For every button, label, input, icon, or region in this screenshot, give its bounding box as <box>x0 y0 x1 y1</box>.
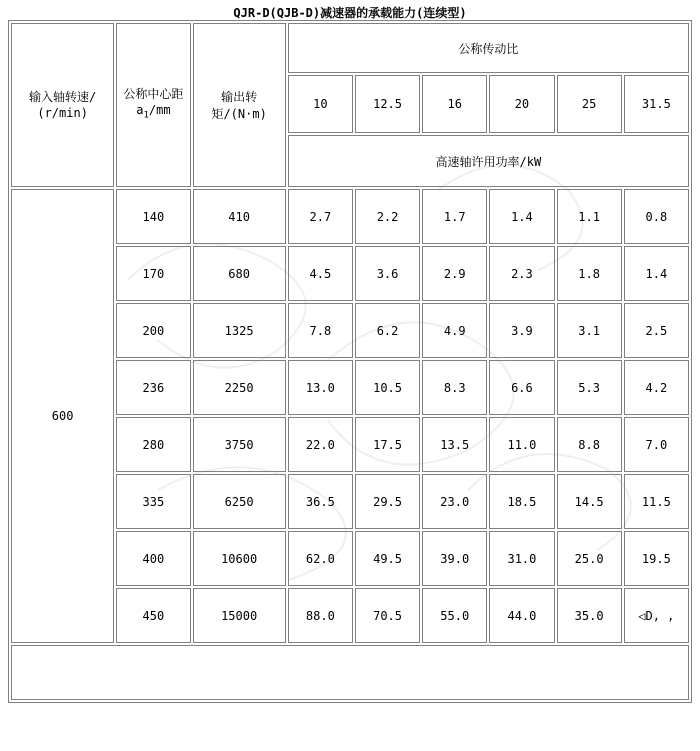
torque-cell: 680 <box>193 246 286 301</box>
power-cell: 35.0 <box>557 588 622 643</box>
power-cell: 4.9 <box>422 303 487 358</box>
header-center-distance-line1: 公称中心距 <box>123 87 184 102</box>
power-cell: 11.0 <box>489 417 554 472</box>
power-cell: 88.0 <box>288 588 353 643</box>
power-cell: 6.6 <box>489 360 554 415</box>
table-row <box>11 645 689 700</box>
header-center-distance <box>116 23 190 187</box>
power-cell: 36.5 <box>288 474 353 529</box>
power-cell: 49.5 <box>355 531 420 586</box>
torque-cell: 1325 <box>193 303 286 358</box>
torque-cell: 6250 <box>193 474 286 529</box>
power-cell: 2.9 <box>422 246 487 301</box>
power-cell: 55.0 <box>422 588 487 643</box>
empty-row-cell <box>11 645 689 700</box>
power-cell: 8.3 <box>422 360 487 415</box>
center-distance-cell: 400 <box>116 531 190 586</box>
center-distance-cell: 335 <box>116 474 190 529</box>
power-cell: 23.0 <box>422 474 487 529</box>
power-cell: 5.3 <box>557 360 622 415</box>
center-distance-cell: 450 <box>116 588 190 643</box>
power-cell: 2.7 <box>288 189 353 244</box>
power-cell: 1.7 <box>422 189 487 244</box>
power-cell: 8.8 <box>557 417 622 472</box>
power-cell: 0.8 <box>624 189 689 244</box>
power-cell: 3.9 <box>489 303 554 358</box>
input-speed-value-cell: 600 <box>11 189 114 643</box>
header-ratio-value: 20 <box>489 75 554 133</box>
power-cell: 1.4 <box>489 189 554 244</box>
power-cell: 2.5 <box>624 303 689 358</box>
torque-cell: 2250 <box>193 360 286 415</box>
power-cell: 17.5 <box>355 417 420 472</box>
power-cell: 7.8 <box>288 303 353 358</box>
power-cell: 18.5 <box>489 474 554 529</box>
power-cell: 1.1 <box>557 189 622 244</box>
header-ratio-value: 25 <box>557 75 622 133</box>
power-cell: 7.0 <box>624 417 689 472</box>
power-cell: 44.0 <box>489 588 554 643</box>
header-ratio-value: 12.5 <box>355 75 420 133</box>
capacity-table <box>8 20 692 703</box>
power-cell: 1.8 <box>557 246 622 301</box>
power-cell: 1.4 <box>624 246 689 301</box>
center-distance-cell: 200 <box>116 303 190 358</box>
header-input-speed-line1: 输入轴转速/ <box>29 90 97 104</box>
power-cell: 3.1 <box>557 303 622 358</box>
header-ratio-group: 公称传动比 <box>288 23 689 73</box>
power-cell: 4.2 <box>624 360 689 415</box>
table-row <box>11 23 689 73</box>
torque-cell: 410 <box>193 189 286 244</box>
power-cell: 11.5 <box>624 474 689 529</box>
header-center-distance-line2: $a_1/mm$ <box>136 103 171 121</box>
page-title: QJR-D(QJB-D)减速器的承载能力(连续型) <box>233 6 467 20</box>
header-power-group: 高速轴许用功率/kW <box>288 135 689 187</box>
power-cell: 4.5 <box>288 246 353 301</box>
torque-cell: 15000 <box>193 588 286 643</box>
torque-cell: 3750 <box>193 417 286 472</box>
header-ratio-value: 16 <box>422 75 487 133</box>
power-cell: 62.0 <box>288 531 353 586</box>
power-cell: 10.5 <box>355 360 420 415</box>
header-ratio-value: 10 <box>288 75 353 133</box>
power-cell: 70.5 <box>355 588 420 643</box>
header-ratio-value: 31.5 <box>624 75 689 133</box>
power-cell: 2.2 <box>355 189 420 244</box>
center-distance-cell: 236 <box>116 360 190 415</box>
header-output-torque: 输出转矩/(N·m) <box>193 23 286 187</box>
center-distance-cell: 280 <box>116 417 190 472</box>
power-cell: 25.0 <box>557 531 622 586</box>
power-cell: 19.5 <box>624 531 689 586</box>
center-distance-cell: 170 <box>116 246 190 301</box>
header-input-speed <box>11 23 114 187</box>
power-cell: 6.2 <box>355 303 420 358</box>
table-row <box>11 189 689 244</box>
power-cell: 39.0 <box>422 531 487 586</box>
power-cell: 13.5 <box>422 417 487 472</box>
power-cell: 29.5 <box>355 474 420 529</box>
power-cell: ◁D, , <box>624 588 689 643</box>
power-cell: 14.5 <box>557 474 622 529</box>
power-cell: 3.6 <box>355 246 420 301</box>
torque-cell: 10600 <box>193 531 286 586</box>
center-distance-cell: 140 <box>116 189 190 244</box>
power-cell: 13.0 <box>288 360 353 415</box>
header-input-speed-line2: (r/min) <box>37 106 88 120</box>
power-cell: 22.0 <box>288 417 353 472</box>
power-cell: 2.3 <box>489 246 554 301</box>
power-cell: 31.0 <box>489 531 554 586</box>
